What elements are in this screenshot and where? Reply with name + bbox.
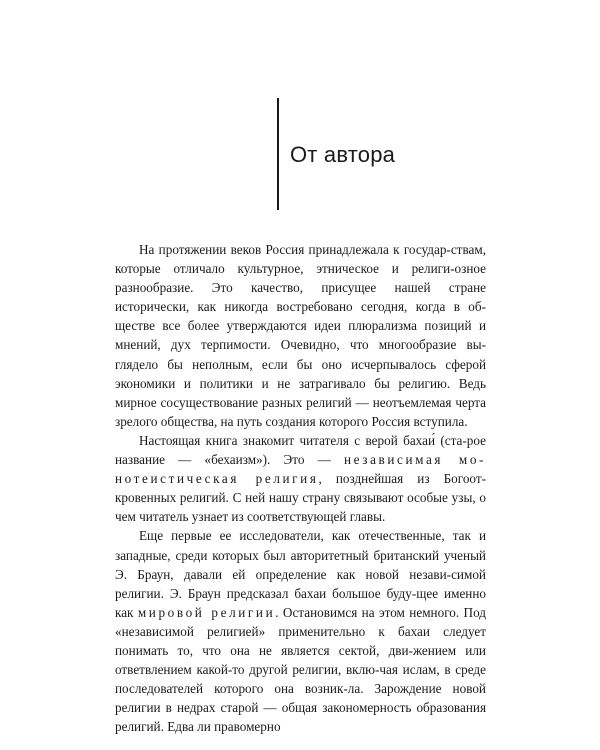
text-line: чая ислам, в среде последователей которого она возник- — [115, 662, 486, 697]
text-line: Настоящая книга знакомит читателя с верой бахаи́ (ста- — [139, 432, 467, 448]
text-line: узы, о чем читатель узнает из соответствующей главы. — [115, 490, 486, 525]
text-line: вступила. — [413, 413, 468, 429]
text-line: кровенных религий. С ней нашу страну связывают особые — [115, 490, 448, 506]
paragraph — [115, 431, 486, 526]
text-line: мирное сосуществование разных религий — неотъемлемая — [115, 394, 452, 410]
text-line: бахаи следует понимать то, что она не является сектой, дви- — [115, 623, 486, 658]
text-line: ученый Э. Браун, давали ей определение как новой незави- — [115, 547, 486, 582]
text-line: озное разнообразие. Это качество, присущее нашей стране — [115, 261, 486, 296]
text-line: черта зрелого общества, на путь создания которого Россия — [115, 394, 487, 429]
text-line: рое название — «бехаизм»). Это — независимая мо- — [115, 432, 487, 468]
text-line: и западные, среди которых был авторитетный британский — [115, 528, 487, 563]
chapter-title: От автора — [290, 142, 396, 167]
text-line: жением или ответвлением какой-то другой религии, вклю- — [115, 642, 486, 678]
text-line: глядело бы неполным, если бы оно исчерпывалось сферой — [115, 356, 486, 372]
text-line: экономики и политики и не затрагивало бы религию. Ведь — [115, 375, 486, 391]
text-line: Еще первые ее исследователи, как отечественные, так — [139, 528, 471, 544]
text-line: щее именно как мировой религии. Остановимся на этом — [115, 585, 487, 620]
text-line: и мнений, дух терпимости. Очевидно, что многообразие вы- — [115, 318, 486, 353]
text-line: закономерность образования религий. Едва ли правомерно — [115, 700, 487, 735]
text-line: исторически, как никогда востребовано сегодня, когда в об- — [115, 299, 486, 315]
paragraph — [115, 526, 486, 736]
chapter-body — [115, 240, 486, 736]
vertical-rule — [277, 98, 279, 210]
text-line: ществе все более утверждаются идеи плюрализма позиций — [115, 318, 472, 334]
text-line: На протяжении веков Россия принадлежала к государ- — [139, 242, 451, 257]
text-line: немного. Под «независимой религией» применительно к — [115, 604, 487, 639]
paragraph — [115, 240, 486, 431]
text-line: симой религии. Э. Браун предсказал бахаи большое буду- — [115, 566, 486, 601]
text-line: ла. Зарождение новой религии в недрах старой — общая — [115, 681, 486, 716]
text-line: нотеистическая религия, позднейшая из Богоот- — [115, 471, 487, 487]
text-line: ствам, которые отличало культурное, этническое и религи- — [115, 242, 486, 277]
